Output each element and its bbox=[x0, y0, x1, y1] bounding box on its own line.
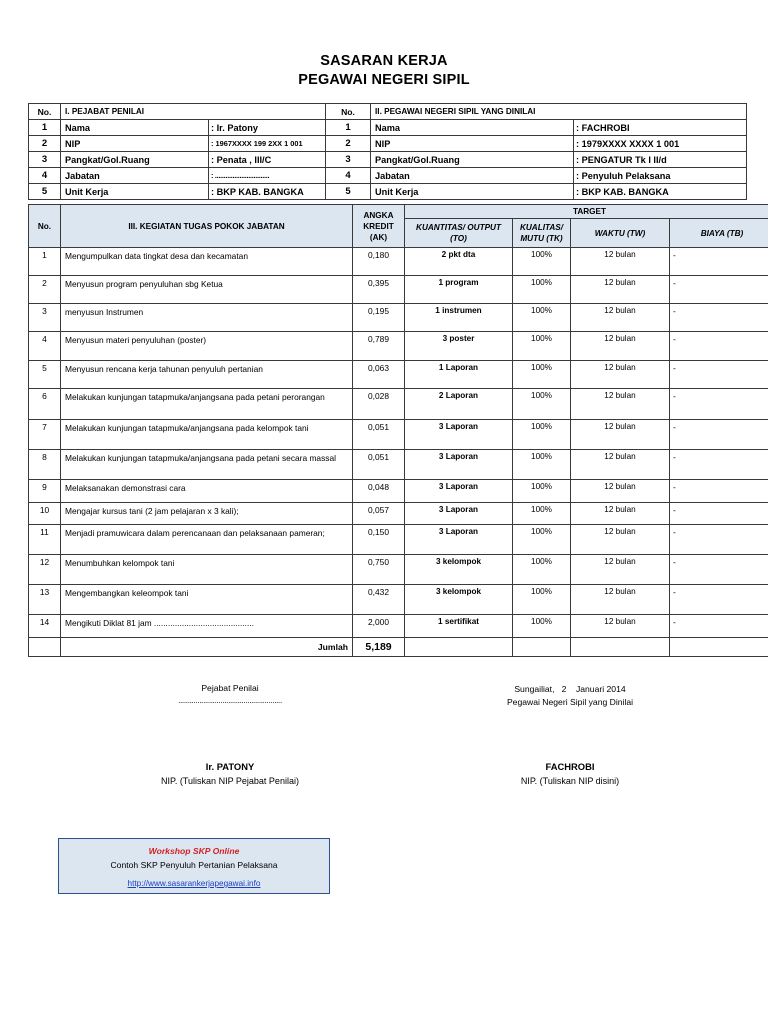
row-tw: 12 bulan bbox=[571, 615, 670, 638]
header-no: No. bbox=[29, 205, 61, 248]
row-activity: menyusun Instrumen bbox=[61, 304, 353, 332]
promo-link[interactable]: http://www.sasarankerjapegawai.info bbox=[127, 879, 261, 888]
row-no: 14 bbox=[29, 615, 61, 638]
row-to: 3 Laporan bbox=[405, 525, 513, 555]
row-ak: 0,395 bbox=[353, 276, 405, 304]
left-field-value: : BKP KAB. BANGKA bbox=[209, 184, 326, 200]
total-tw-blank bbox=[571, 638, 670, 657]
row-tb: - bbox=[670, 248, 768, 276]
row-no: 10 bbox=[29, 503, 61, 525]
row-tk: 100% bbox=[513, 480, 571, 503]
row-no: 11 bbox=[29, 525, 61, 555]
promo-subtitle: Contoh SKP Penyuluh Pertanian Pelaksana bbox=[110, 860, 278, 870]
left-field-value: : Ir. Patony bbox=[209, 120, 326, 136]
row-tw: 12 bulan bbox=[571, 276, 670, 304]
right-field-label: Unit Kerja bbox=[371, 184, 574, 200]
row-no: 1 bbox=[29, 248, 61, 276]
header-biaya: BIAYA (TB) bbox=[670, 219, 768, 248]
row-tb: - bbox=[670, 389, 768, 420]
row-ak: 0,750 bbox=[353, 555, 405, 585]
header-kuantitas bbox=[405, 219, 513, 248]
left-no-header: No. bbox=[29, 104, 61, 120]
header-angka-kredit bbox=[353, 205, 405, 248]
row-ak: 0,063 bbox=[353, 361, 405, 389]
row-no: 2 bbox=[29, 276, 61, 304]
row-tw: 12 bulan bbox=[571, 361, 670, 389]
row-to: 3 Laporan bbox=[405, 480, 513, 503]
row-to: 1 Laporan bbox=[405, 361, 513, 389]
right-no-header: No. bbox=[326, 104, 371, 120]
row-tw: 12 bulan bbox=[571, 304, 670, 332]
row-ak: 0,789 bbox=[353, 332, 405, 361]
row-activity: Mengumpulkan data tingkat desa dan kecamatan bbox=[61, 248, 353, 276]
row-tk: 100% bbox=[513, 361, 571, 389]
promo-title: Workshop SKP Online bbox=[148, 846, 240, 856]
header-to-line2: (TO) bbox=[450, 234, 467, 243]
table-row bbox=[29, 332, 768, 361]
right-field-label: Jabatan bbox=[371, 168, 574, 184]
row-activity: Melakukan kunjungan tatapmuka/anjangsana pada petani perorangan bbox=[61, 389, 353, 420]
row-activity: Menjadi pramuwicara dalam perencanaan dan pelaksanaan pameran; bbox=[61, 525, 353, 555]
row-tk: 100% bbox=[513, 615, 571, 638]
row-to: 3 kelompok bbox=[405, 585, 513, 615]
table-row bbox=[29, 304, 768, 332]
row-to: 3 Laporan bbox=[405, 503, 513, 525]
signature-place-date bbox=[420, 683, 720, 696]
row-ak: 0,195 bbox=[353, 304, 405, 332]
row-activity: Melakukan kunjungan tatapmuka/anjangsana pada petani secara massal bbox=[61, 450, 353, 480]
header-activity: III. KEGIATAN TUGAS POKOK JABATAN bbox=[61, 205, 353, 248]
row-tb: - bbox=[670, 503, 768, 525]
total-row bbox=[29, 638, 768, 657]
total-tk-blank bbox=[513, 638, 571, 657]
row-ak: 0,048 bbox=[353, 480, 405, 503]
row-tw: 12 bulan bbox=[571, 525, 670, 555]
right-field-label: Nama bbox=[371, 120, 574, 136]
row-no: 4 bbox=[29, 332, 61, 361]
row-no: 5 bbox=[29, 361, 61, 389]
row-tk: 100% bbox=[513, 503, 571, 525]
row-to: 3 Laporan bbox=[405, 450, 513, 480]
signature-left-dotted-line: ...................................................... bbox=[178, 696, 282, 705]
row-to: 3 poster bbox=[405, 332, 513, 361]
row-ak: 0,057 bbox=[353, 503, 405, 525]
right-field-value: : PENGATUR Tk I II/d bbox=[574, 152, 747, 168]
row-no: 12 bbox=[29, 555, 61, 585]
right-field-value: : FACHROBI bbox=[574, 120, 747, 136]
left-field-label: Unit Kerja bbox=[61, 184, 209, 200]
row-tk: 100% bbox=[513, 248, 571, 276]
row-ak: 0,150 bbox=[353, 525, 405, 555]
row-tk: 100% bbox=[513, 332, 571, 361]
row-ak: 0,051 bbox=[353, 450, 405, 480]
identity-row bbox=[29, 168, 747, 184]
header-ak-line2: KREDIT bbox=[363, 221, 394, 231]
row-tw: 12 bulan bbox=[571, 248, 670, 276]
signer-right-nip: NIP. (Tuliskan NIP disini) bbox=[520, 776, 620, 786]
header-target: TARGET bbox=[405, 205, 768, 219]
signer-right bbox=[420, 759, 720, 789]
row-number: 3 bbox=[326, 152, 371, 168]
table-row bbox=[29, 276, 768, 304]
identity-header-row bbox=[29, 104, 747, 120]
row-to: 3 kelompok bbox=[405, 555, 513, 585]
signer-right-name: FACHROBI bbox=[545, 761, 595, 772]
row-activity: Menyusun rencana kerja tahunan penyuluh pertanian bbox=[61, 361, 353, 389]
row-tb: - bbox=[670, 480, 768, 503]
row-activity: Menyusun program penyuluhan sbg Ketua bbox=[61, 276, 353, 304]
row-no: 3 bbox=[29, 304, 61, 332]
table-row bbox=[29, 615, 768, 638]
row-no: 9 bbox=[29, 480, 61, 503]
header-tk-line1: KUALITAS/ bbox=[519, 223, 564, 232]
header-ak-line3: (AK) bbox=[369, 232, 388, 242]
row-no: 8 bbox=[29, 450, 61, 480]
identity-row bbox=[29, 184, 747, 200]
skp-header-row-top bbox=[29, 205, 768, 219]
left-section-title: I. PEJABAT PENILAI bbox=[61, 104, 326, 120]
total-value: 5,189 bbox=[353, 638, 405, 657]
row-number: 2 bbox=[29, 136, 61, 152]
row-tb: - bbox=[670, 276, 768, 304]
header-to-line1: KUANTITAS/ OUTPUT bbox=[416, 223, 501, 232]
row-activity: Melakukan kunjungan tatapmuka/anjangsana pada kelompok tani bbox=[61, 420, 353, 450]
row-tb: - bbox=[670, 555, 768, 585]
row-activity: Mengembangkan keleompok tani bbox=[61, 585, 353, 615]
left-field-label: Jabatan bbox=[61, 168, 209, 184]
row-number: 1 bbox=[326, 120, 371, 136]
right-field-label: NIP bbox=[371, 136, 574, 152]
row-tk: 100% bbox=[513, 525, 571, 555]
signature-left-block bbox=[120, 683, 340, 705]
table-row bbox=[29, 585, 768, 615]
table-row bbox=[29, 420, 768, 450]
row-number: 1 bbox=[29, 120, 61, 136]
row-tk: 100% bbox=[513, 555, 571, 585]
right-field-label: Pangkat/Gol.Ruang bbox=[371, 152, 574, 168]
table-row bbox=[29, 389, 768, 420]
row-tb: - bbox=[670, 420, 768, 450]
row-to: 2 pkt dta bbox=[405, 248, 513, 276]
left-field-label: Nama bbox=[61, 120, 209, 136]
header-waktu: WAKTU (TW) bbox=[571, 219, 670, 248]
row-activity: Menumbuhkan kelompok tani bbox=[61, 555, 353, 585]
total-tb-blank bbox=[670, 638, 768, 657]
row-no: 7 bbox=[29, 420, 61, 450]
row-to: 1 sertifikat bbox=[405, 615, 513, 638]
right-field-value: : Penyuluh Pelaksana bbox=[574, 168, 747, 184]
row-to: 1 instrumen bbox=[405, 304, 513, 332]
table-row bbox=[29, 248, 768, 276]
signature-right-block bbox=[420, 683, 720, 709]
title-line-2: PEGAWAI NEGERI SIPIL bbox=[298, 72, 470, 88]
right-field-value: : 1979XXXX XXXX 1 001 bbox=[574, 136, 747, 152]
row-tb: - bbox=[670, 450, 768, 480]
skp-activity-table bbox=[28, 204, 768, 657]
identity-row bbox=[29, 152, 747, 168]
row-tw: 12 bulan bbox=[571, 389, 670, 420]
row-tk: 100% bbox=[513, 276, 571, 304]
left-field-value: : 1967XXXX 199 2XX 1 001 bbox=[209, 136, 326, 152]
row-tb: - bbox=[670, 332, 768, 361]
table-row bbox=[29, 555, 768, 585]
row-tw: 12 bulan bbox=[571, 332, 670, 361]
row-ak: 0,180 bbox=[353, 248, 405, 276]
row-to: 3 Laporan bbox=[405, 420, 513, 450]
table-row bbox=[29, 480, 768, 503]
row-tb: - bbox=[670, 525, 768, 555]
identity-row bbox=[29, 136, 747, 152]
row-number: 5 bbox=[29, 184, 61, 200]
right-field-value: : BKP KAB. BANGKA bbox=[574, 184, 747, 200]
table-row bbox=[29, 525, 768, 555]
row-tb: - bbox=[670, 361, 768, 389]
row-tb: - bbox=[670, 304, 768, 332]
row-ak: 0,051 bbox=[353, 420, 405, 450]
left-field-label: NIP bbox=[61, 136, 209, 152]
total-label: Jumlah bbox=[61, 638, 353, 657]
signer-left bbox=[110, 759, 350, 789]
row-activity: Menyusun materi penyuluhan (poster) bbox=[61, 332, 353, 361]
row-to: 1 program bbox=[405, 276, 513, 304]
signature-left-heading: Pejabat Penilai bbox=[201, 683, 259, 693]
left-field-value: : Penata , III/C bbox=[209, 152, 326, 168]
signer-left-name: Ir. PATONY bbox=[205, 761, 255, 772]
row-tb: - bbox=[670, 615, 768, 638]
row-tw: 12 bulan bbox=[571, 585, 670, 615]
signature-right-heading: Pegawai Negeri Sipil yang Dinilai bbox=[506, 697, 634, 707]
row-ak: 0,028 bbox=[353, 389, 405, 420]
row-tk: 100% bbox=[513, 304, 571, 332]
row-activity: Mengajar kursus tani (2 jam pelajaran x 3 kali); bbox=[61, 503, 353, 525]
row-tw: 12 bulan bbox=[571, 420, 670, 450]
row-tk: 100% bbox=[513, 585, 571, 615]
header-ak-line1: ANGKA bbox=[363, 210, 394, 220]
row-number: 5 bbox=[326, 184, 371, 200]
right-section-title: II. PEGAWAI NEGERI SIPIL YANG DINILAI bbox=[371, 104, 747, 120]
row-tk: 100% bbox=[513, 450, 571, 480]
table-row bbox=[29, 450, 768, 480]
page-title bbox=[0, 52, 768, 90]
promo-box bbox=[58, 838, 330, 894]
row-number: 4 bbox=[29, 168, 61, 184]
signer-left-nip: NIP. (Tuliskan NIP Pejabat Penilai) bbox=[161, 776, 299, 786]
row-tw: 12 bulan bbox=[571, 503, 670, 525]
table-row bbox=[29, 361, 768, 389]
row-to: 2 Laporan bbox=[405, 389, 513, 420]
row-ak: 2,000 bbox=[353, 615, 405, 638]
row-number: 2 bbox=[326, 136, 371, 152]
place-date-text: Sungailiat, 2 Januari 2014 bbox=[514, 684, 626, 694]
row-activity: Melaksanakan demonstrasi cara bbox=[61, 480, 353, 503]
row-no: 13 bbox=[29, 585, 61, 615]
total-to-blank bbox=[405, 638, 513, 657]
row-activity: Mengikuti Diklat 81 jam ........................................... bbox=[61, 615, 353, 638]
left-field-value: : ............................... bbox=[209, 168, 326, 184]
left-field-label: Pangkat/Gol.Ruang bbox=[61, 152, 209, 168]
identity-row bbox=[29, 120, 747, 136]
row-tb: - bbox=[670, 585, 768, 615]
title-line-1: SASARAN KERJA bbox=[320, 53, 448, 69]
row-tw: 12 bulan bbox=[571, 555, 670, 585]
row-no: 6 bbox=[29, 389, 61, 420]
row-number: 3 bbox=[29, 152, 61, 168]
header-kualitas bbox=[513, 219, 571, 248]
total-spacer bbox=[29, 638, 61, 657]
row-ak: 0,432 bbox=[353, 585, 405, 615]
row-tw: 12 bulan bbox=[571, 480, 670, 503]
row-tw: 12 bulan bbox=[571, 450, 670, 480]
row-tk: 100% bbox=[513, 420, 571, 450]
header-tk-line2: MUTU (TK) bbox=[520, 234, 563, 243]
row-number: 4 bbox=[326, 168, 371, 184]
table-row bbox=[29, 503, 768, 525]
identity-table bbox=[28, 103, 747, 200]
row-tk: 100% bbox=[513, 389, 571, 420]
